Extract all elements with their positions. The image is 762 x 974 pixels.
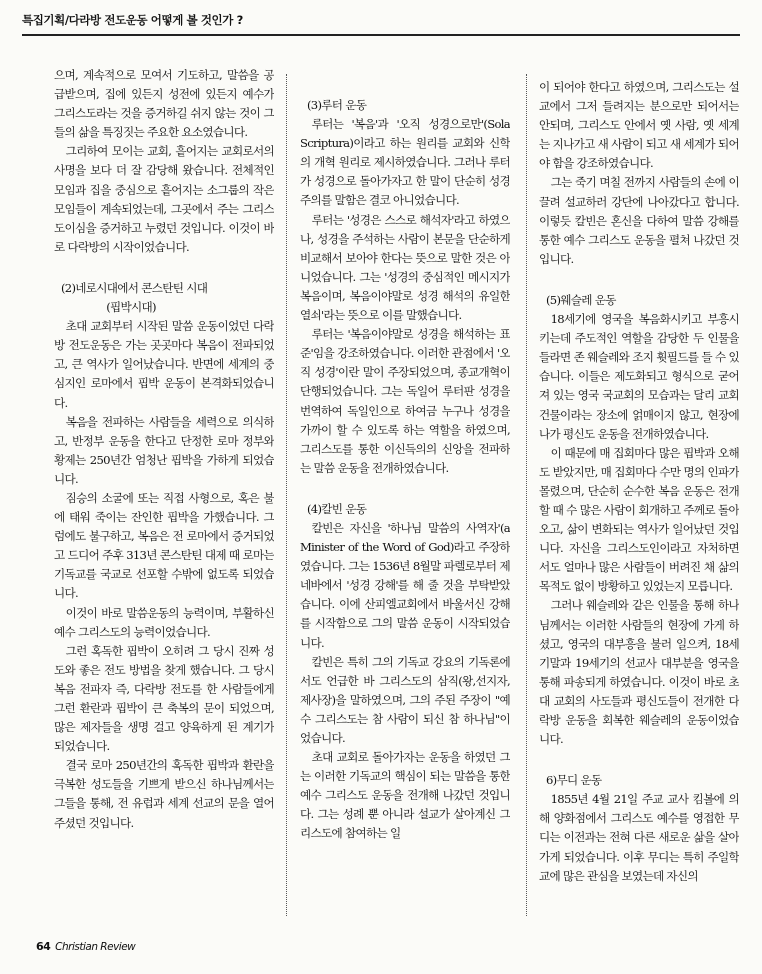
paragraph: 짐승의 소굴에 또는 직접 사형으로, 혹은 불에 태워 죽이는 잔인한 핍박을 가했습니다. 그럼에도 불구하고, 복음은 전 로마에서 증거되었고 드디어 주후 313년 콘스탄틴 대제 때 로마는 기독교를 국교로 선포할 수밖에 없도록 되었습니다. bbox=[54, 490, 274, 601]
paragraph: 루터는 '복음이야말로 성경을 해석하는 표준'임을 강조하였습니다. 이러한 관점에서 '오직 성경'이란 말이 주장되었으며, 종교개혁이 단행되었습니다. 그는 독일어 루터판 성경을 번역하여 독일인으로 하여금 누구나 성경을 가까이 할 수 있도록 하는 역할을 하였으며, 그리스도를 통한 이신득의의 신앙을 전파하는 말씀 운동을 전개하였습니다. bbox=[300, 327, 510, 475]
spacer bbox=[300, 478, 510, 500]
paragraph: 초대 교회부터 시작된 말씀 운동이었던 다락방 전도운동은 가는 곳곳마다 복음이 전파되었고, 큰 역사가 일어났습니다. 반면에 세계의 중심지인 로마에서 핍박 운동이 본격화되었습니다. bbox=[54, 319, 274, 410]
paragraph: 으며, 계속적으로 모여서 기도하고, 말씀을 공급받으며, 집에 있든지 성전에 있든지 예수가 그리스도라는 것을 증거하길 쉬지 않는 것이 그들의 삶을 특징짓는 주요한 요소였습니다. bbox=[54, 68, 274, 140]
paragraph: 이것이 바로 말씀운동의 능력이며, 부활하신 예수 그리스도의 능력이었습니다. bbox=[54, 605, 274, 639]
paragraph: 칼빈은 자신을 '하나님 말씀의 사역자'(a Minister of the Word of God)라고 주장하였습니다. 그는 1536년 8월말 파렐로부터 제네바에서 '성경 강해'를 해 줄 것을 부탁받았습니다. 이에 산피엘교회에서 바울서신 강해를 시작함으로 그의 말씀 운동이 시작되었습니다. bbox=[300, 520, 510, 650]
paragraph: 칼빈은 특히 그의 기독교 강요의 기독론에서도 언급한 바 그리스도의 삼직(왕,선지자,제사장)을 말하였으며, 그의 주된 주장이 "예수 그리스도는 참 사람이 되신 참 하나님"이었습니다. bbox=[300, 654, 510, 745]
paragraph: 루터는 '성경은 스스로 해석자'라고 하였으나, 성경을 주석하는 사람이 본문을 단순하게 비교해서 보아야 한다는 뜻으로 말한 것은 아니었습니다. 그는 '성경의 중심적인 메시지가 복음이며, 복음이야말로 성경 해석의 유일한 열쇠'라는 뜻으로 이를 말했습니다. bbox=[300, 212, 510, 323]
column-2 bbox=[300, 96, 510, 924]
paragraph: 결국 로마 250년간의 혹독한 핍박과 환란을 극복한 성도들을 기쁘게 받으신 하나님께서는 그들을 통해, 전 유럽과 세계 선교의 문을 열어주셨던 것입니다. bbox=[54, 758, 274, 830]
paragraph: 복음을 전파하는 사람들을 세력으로 의식하고, 반정부 운동을 한다고 단정한 로마 정부와 황제는 250년간 엄청난 핍박을 가하게 되었습니다. bbox=[54, 414, 274, 486]
spacer bbox=[539, 269, 739, 291]
paragraph: 그는 죽기 며칠 전까지 사람들의 손에 이끌려 설교하러 강단에 나아갔다고 합니다. 이렇듯 칼빈은 혼신을 다하여 말씀 강해를 통한 예수 그리스도 운동을 펼쳐 나갔던 것입니다. bbox=[539, 175, 739, 266]
paragraph: 18세기에 영국을 복음화시키고 부흥시키는데 주도적인 역할을 감당한 두 인물을 들라면 존 웨슬레와 조지 휫필드를 들 수 있습니다. 이들은 제도화되고 형식으로 굳어져 있는 영국 국교회의 모습과는 달리 교회 건물이라는 장소에 얽매이지 않고, 현장에 나가 평신도 운동을 전개하였습니다. bbox=[539, 312, 739, 441]
section-heading-3: (3)루터 운동 bbox=[306, 98, 367, 112]
paragraph: 초대 교회로 돌아가자는 운동을 하였던 그는 이러한 기독교의 핵심이 되는 말씀을 통한 예수 그리스도 운동을 전개해 나갔던 것입니다. 그는 성례 뿐 아니라 설교가 살아계신 그리스도에 참여하는 일 bbox=[300, 750, 510, 841]
section-subheading: (핍박시대) bbox=[106, 300, 156, 315]
section-heading-6: 6)무디 운동 bbox=[545, 773, 602, 788]
column-3 bbox=[539, 78, 739, 924]
paragraph: 그런 혹독한 핍박이 오히려 그 당시 진짜 성도와 좋은 전도 방법을 찾게 했습니다. 그 당시 복음 전파자 즉, 다락방 전도를 한 사람들에게 그런 환란과 핍박이 큰 축복의 문이 되었으며, 많은 제자들을 생명 걸고 양육하게 된 계기가 되었습니다. bbox=[54, 643, 274, 754]
column-1 bbox=[54, 66, 274, 924]
spacer bbox=[539, 749, 739, 771]
page-footer bbox=[36, 940, 135, 953]
spacer bbox=[54, 257, 274, 279]
page-number: 64 bbox=[36, 940, 51, 953]
paragraph: 이 되어야 한다고 하였으며, 그리스도는 설교에서 그저 들려지는 분으로만 되어서는 안되며, 그리스도 안에서 옛 사람, 옛 세계는 지나가고 새 사람이 되고 새 세계가 되어야 함을 강조하였습니다. bbox=[539, 80, 739, 171]
section-heading-5: (5)웨슬레 운동 bbox=[545, 292, 616, 307]
header-title: 특집기획/다라방 전도운동 어떻게 볼 것인가 ? bbox=[22, 13, 243, 27]
paragraph: 1855년 4월 21일 주교 교사 킴볼에 의해 양화점에서 그리스도 예수를 영접한 무디는 이전과는 전혀 다른 새로운 삶을 살아가게 되었습니다. 이후 무디는 특히 주일학교에 많은 관심을 보였는데 자신의 bbox=[539, 792, 739, 883]
publication-name: Christian Review bbox=[55, 941, 136, 953]
section-heading-2: (2)네로시대에서 콘스탄틴 시대 bbox=[60, 280, 208, 295]
paragraph: 루터는 '복음'과 '오직 성경으로만'(Sola Scriptura)이라고 하는 원리를 교회와 신학의 개혁 원리로 제시하였습니다. 그러나 루터가 성경으로 돌아가자고 한 말이 단순히 성경주의를 말함은 결코 아니었습니다. bbox=[300, 117, 510, 208]
paragraph: 그리하여 모이는 교회, 흩어지는 교회로서의 사명을 보다 더 잘 감당해 왔습니다. 전체적인 모임과 집을 중심으로 흩어지는 소그룹의 작은 모임들이 계속되었는데, 그곳에서 주는 그리스도이심을 증거하고 누렸던 것입니다. 이것이 바로 다락방의 시작이었습니다. bbox=[54, 144, 274, 254]
column-divider-2 bbox=[526, 74, 527, 916]
column-divider-1 bbox=[286, 74, 287, 916]
header-rule bbox=[22, 34, 740, 36]
page-header bbox=[22, 10, 740, 36]
paragraph: 이 때문에 매 집회마다 많은 핍박과 오해도 받았지만, 매 집회마다 수만 명의 인파가 몰렸으며, 단순히 순수한 복음 운동은 전개할 때 수 많은 사람이 회개하고 주께로 돌아오고, 삶이 변화되는 역사가 일어났던 것입니다. 자신을 그리스도인이라고 자처하면서도 얼마나 많은 사람들이 버려진 채 삶의 목적도 없이 방황하고 있었는지 모릅니다. bbox=[539, 445, 739, 594]
section-heading-4: (4)칼빈 운동 bbox=[306, 501, 367, 516]
paragraph: 그러나 웨슬레와 같은 인물을 통해 하나님께서는 이러한 사람들의 현장에 가게 하셨고, 영국의 대부흥을 불러 일으켜, 18세기말과 19세기의 선교사 대부분을 영국을 통해 파송되게 하였습니다. 이것이 바로 초대 교회의 사도들과 평신도들이 전개한 다락방 운동을 회복한 웨슬레의 운동이었습니다. bbox=[539, 598, 739, 747]
